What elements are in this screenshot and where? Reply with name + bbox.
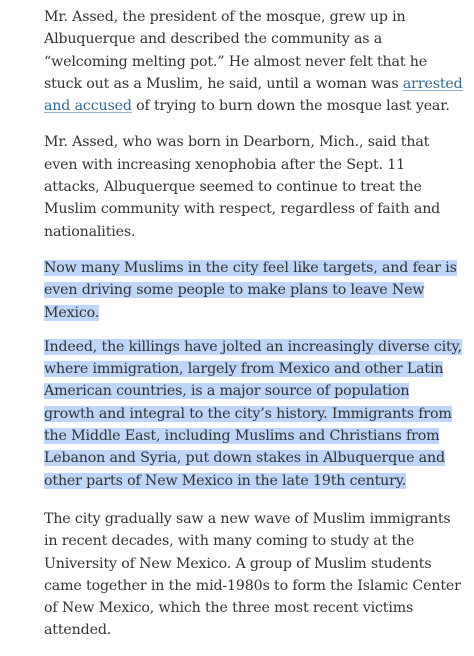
article-paragraph-selected bbox=[44, 257, 464, 324]
article-paragraph bbox=[44, 131, 464, 242]
article-body bbox=[44, 6, 464, 656]
paragraph-text: Mr. Assed, the president of the mosque, grew up in Albuquerque and described the community as a “welcoming melting pot.” He almost never felt that he stuck out as a Muslim, he said, until a woman was bbox=[44, 9, 427, 92]
selected-text: Now many Muslims in the city feel like targets, and fear is even driving some people to make plans to leave New Mexico. bbox=[44, 259, 457, 321]
paragraph-text: The city gradually saw a new wave of Muslim immigrants in recent decades, with many coming to study at the University of New Mexico. A group of Muslim students came together in the mid-1980s to form the Islamic Center of New Mexico, which the three most recent victims attended. bbox=[44, 510, 461, 639]
article-paragraph bbox=[44, 508, 464, 642]
arrested-and-accused-link[interactable]: arrested and accused bbox=[44, 75, 463, 115]
article-paragraph bbox=[44, 6, 464, 117]
article-paragraph-selected bbox=[44, 336, 464, 492]
paragraph-text: of trying to burn down the mosque last year. bbox=[131, 98, 450, 115]
paragraph-text: Mr. Assed, who was born in Dearborn, Mich., said that even with increasing xenophobia after the Sept. 11 attacks, Albuquerque seemed to continue to treat the Muslim community with respect, regardless of faith and nationalities. bbox=[44, 134, 441, 240]
selected-text: Indeed, the killings have jolted an increasingly diverse city, where immigration, largely from Mexico and other Latin American countries, is a major source of population growth and integral to the city’s history. Immigrants from the Middle East, including Muslims and Christians from Lebanon and Syria, put down stakes in Albuquerque and other parts of New Mexico in the late 19th century. bbox=[44, 338, 462, 489]
